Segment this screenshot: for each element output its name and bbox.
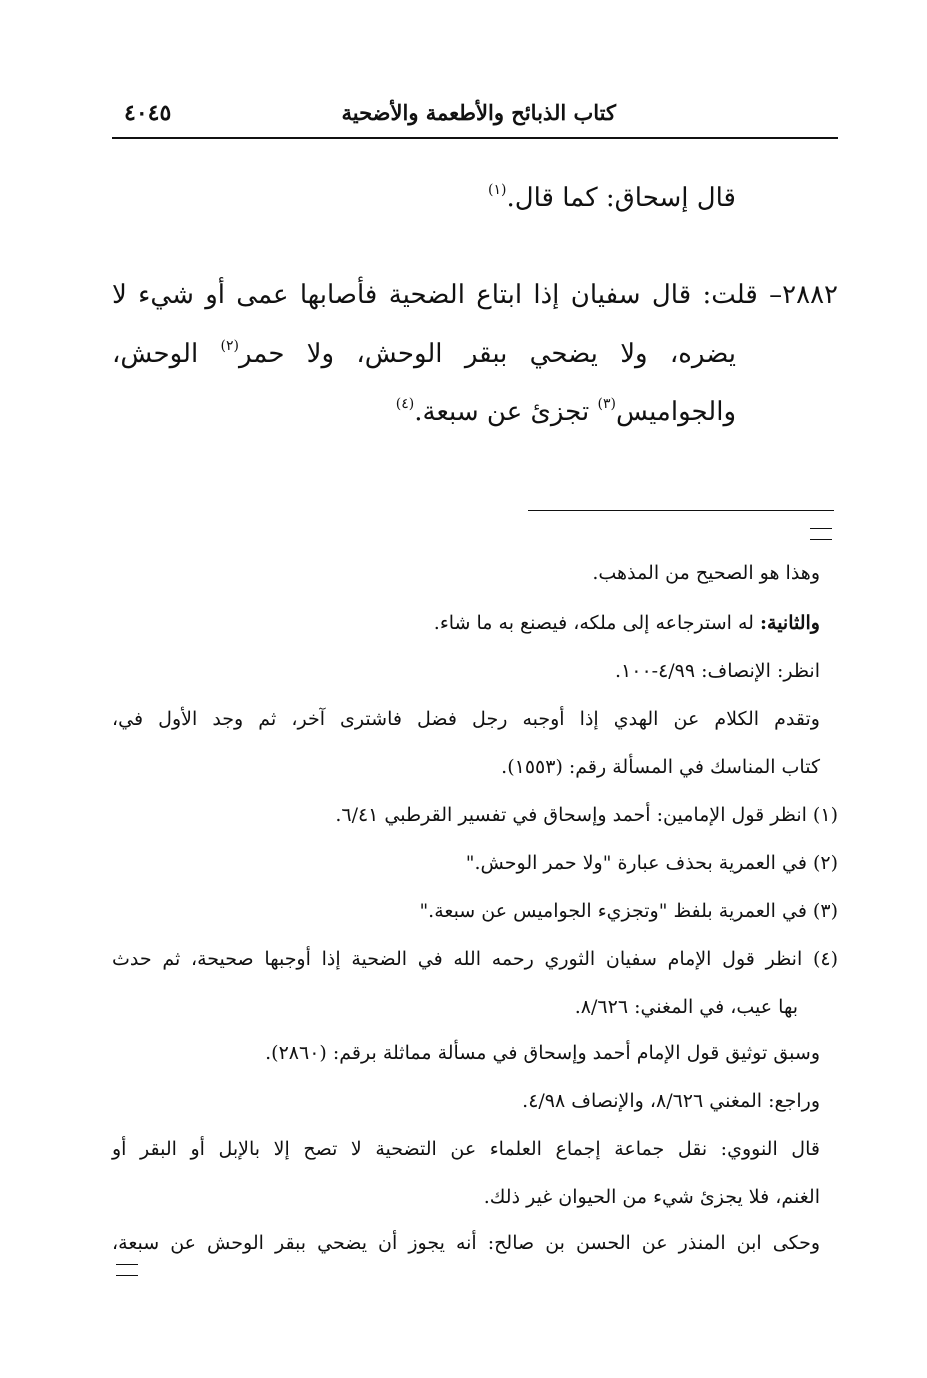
footnote-line: وحكى ابن المنذر عن الحسن بن صالح: أنه يجوز أن يضحي ببقر الوحش عن سبعة، xyxy=(112,1232,820,1254)
main-line-1-text: قال إسحاق: كما قال. xyxy=(506,183,736,213)
main-line-3 xyxy=(112,338,736,369)
header-rule xyxy=(112,137,838,139)
footnote-line: انظر: الإنصاف: ٤/٩٩-١٠٠. xyxy=(614,660,820,682)
footnote-1: (١) انظر قول الإمامين: أحمد وإسحاق في تفسير القرطبي ٦/٤١. xyxy=(335,804,838,826)
page-number: ٤٠٤٥ xyxy=(124,100,172,126)
footnote-3: (٣) في العمرية بلفظ "وتجزيء الجواميس عن سبعة." xyxy=(419,900,838,922)
footnote-line: كتاب المناسك في المسألة رقم: (١٥٥٣). xyxy=(501,756,820,778)
footnote-ref-2: (٢) xyxy=(220,338,239,354)
continuation-mark-bottom xyxy=(116,1264,138,1276)
footnote-ref-1: (١) xyxy=(488,182,507,198)
footnote-4: (٤) انظر قول الإمام سفيان الثوري رحمه الله في الضحية إذا أوجبها صحيحة، ثم حدث xyxy=(112,948,838,970)
running-header xyxy=(112,96,838,138)
footnote-line: بها عيب، في المغني: ٨/٦٢٦. xyxy=(574,996,798,1018)
main-line-4-text-b: تجزئ عن سبعة. xyxy=(414,397,590,427)
main-line-4-text-a: والجواميس xyxy=(615,397,736,427)
footnote-line xyxy=(434,612,820,634)
main-line-1 xyxy=(488,182,736,213)
footnote-line: وراجع: المغني ٨/٦٢٦، والإنصاف ٤/٩٨. xyxy=(522,1090,820,1112)
main-line-2-text: قلت: قال سفيان إذا ابتاع الضحية فأصابها عمى أو شيء لا xyxy=(112,280,758,310)
main-line-3-text-b: الوحش، xyxy=(112,339,199,369)
running-title: كتاب الذبائح والأطعمة والأضحية xyxy=(341,100,616,125)
footnote-line-text: له استرجاعه إلى ملكه، فيصنع به ما شاء. xyxy=(433,612,754,634)
main-line-4 xyxy=(396,396,736,427)
footnote-ref-4: (٤) xyxy=(395,396,415,412)
main-line-2 xyxy=(112,280,838,310)
paragraph-number: ٢٨٨٢– xyxy=(769,280,838,310)
footnote-line: الغنم، فلا يجزئ شيء من الحيوان غير ذلك. xyxy=(483,1186,820,1208)
second-label: والثانية: xyxy=(760,612,820,634)
footnote-2: (٢) في العمرية بحذف عبارة "ولا حمر الوحش." xyxy=(465,852,838,874)
footnote-separator xyxy=(528,510,834,511)
footnote-line: قال النووي: نقل جماعة إجماع العلماء عن التضحية لا تصح إلا بالإبل أو البقر أو xyxy=(112,1138,820,1160)
footnote-ref-3: (٣) xyxy=(597,396,616,412)
footnote-line: وهذا هو الصحيح من المذهب. xyxy=(592,562,820,584)
footnote-line: وسبق توثيق قول الإمام أحمد وإسحاق في مسألة مماثلة برقم: (٢٨٦٠). xyxy=(265,1042,820,1064)
main-line-3-text-a: يضره، ولا يضحي ببقر الوحش، ولا حمر xyxy=(238,339,736,369)
footnote-line: وتقدم الكلام عن الهدي إذا أوجبه رجل فضل فاشترى آخر، ثم وجد الأول في، xyxy=(112,708,820,730)
continuation-mark-top xyxy=(810,528,832,540)
